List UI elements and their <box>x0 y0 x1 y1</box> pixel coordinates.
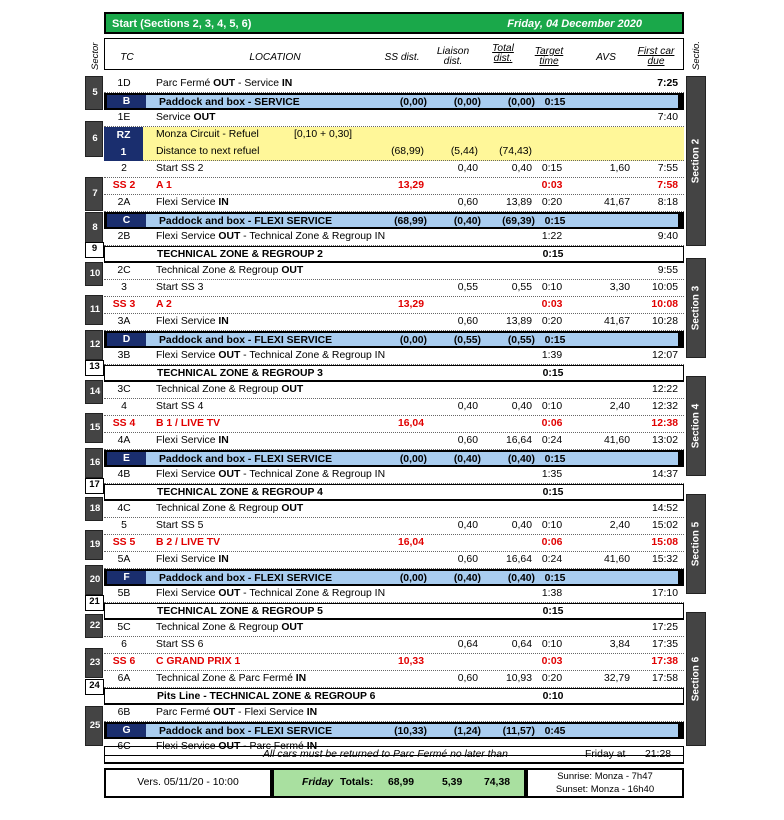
table-row <box>104 280 684 297</box>
target-time-cell: 0:15 <box>542 249 564 260</box>
target-time-cell: 0:24 <box>541 435 563 446</box>
liaison-cell: (0,40) <box>453 216 481 227</box>
col-liaison: Liaison dist. <box>436 46 470 67</box>
stage-row <box>104 535 684 552</box>
total-cell: 0,40 <box>511 520 532 531</box>
target-time-cell: 1:35 <box>541 469 563 480</box>
tc-cell: 3 <box>121 282 127 293</box>
avs-cell: 3,84 <box>609 639 630 650</box>
sector-number: 23 <box>89 657 101 668</box>
table-row <box>104 433 684 450</box>
tc-cell: 2C <box>117 265 131 276</box>
target-time-cell: 0:15 <box>544 335 566 346</box>
target-time-cell: 0:15 <box>544 454 566 465</box>
location-cell: Paddock and box - SERVICE <box>159 97 300 108</box>
sector-label: Sector <box>90 42 101 70</box>
table-row <box>104 586 684 603</box>
sector-number: 14 <box>89 386 101 397</box>
first-car-cell: 9:40 <box>657 231 678 242</box>
section-label: Sectio. <box>691 40 702 70</box>
sunset-text: Sunset: Monza - 16h40 <box>555 784 655 795</box>
header-bar <box>104 12 684 34</box>
location-cell: Paddock and box - FLEXI SERVICE <box>159 726 333 737</box>
location-cell: Distance to next refuel <box>156 146 260 157</box>
refuel-extra: [0,10 + 0,30] <box>294 129 353 140</box>
location-cell: Flexi Service IN <box>156 554 229 565</box>
tc-cell: 6 <box>121 639 127 650</box>
table-row <box>104 382 684 399</box>
total-cell: (0,40) <box>507 573 535 584</box>
table-row <box>104 263 684 280</box>
total-cell: (11,57) <box>502 726 535 737</box>
col-tc: TC <box>120 52 134 63</box>
location-cell: Flexi Service OUT - Technical Zone & Regroup IN <box>156 350 386 361</box>
target-time-cell: 0:15 <box>544 216 566 227</box>
target-time-cell: 0:15 <box>542 368 564 379</box>
first-car-cell: 17:58 <box>651 673 678 684</box>
target-time-cell: 0:03 <box>541 299 563 310</box>
table-row <box>104 195 684 212</box>
sector-number: 8 <box>92 222 98 233</box>
first-car-cell: 9:55 <box>657 265 678 276</box>
target-time-cell: 0:24 <box>541 554 563 565</box>
first-car-cell: 15:02 <box>651 520 678 531</box>
service-row <box>104 569 684 586</box>
total-cell: 16,64 <box>505 554 532 565</box>
tc-cell: 2A <box>117 197 131 208</box>
location-cell: Start SS 2 <box>156 163 204 174</box>
first-car-cell: 17:10 <box>651 588 678 599</box>
location-cell: Technical Zone & Regroup OUT <box>156 622 304 633</box>
location-cell: B 1 / LIVE TV <box>156 418 221 429</box>
target-time-cell: 0:06 <box>541 418 563 429</box>
location-cell: TECHNICAL ZONE & REGROUP 2 <box>157 249 323 260</box>
total-cell: 16,64 <box>505 435 532 446</box>
liaison-cell: 0,40 <box>457 163 478 174</box>
liaison-cell: 0,60 <box>457 316 478 327</box>
first-car-cell: 15:32 <box>651 554 678 565</box>
table-row <box>104 399 684 416</box>
avs-cell: 32,79 <box>603 673 630 684</box>
regroup-row <box>104 365 684 382</box>
section-name: Section 2 <box>690 138 702 184</box>
liaison-cell: 0,55 <box>457 282 478 293</box>
regroup-row <box>104 688 684 705</box>
ss-dist-cell: (0,00) <box>399 97 427 108</box>
first-car-cell: 12:22 <box>651 384 678 395</box>
totals-label: Totals: <box>340 777 374 788</box>
target-time-cell: 0:03 <box>541 656 563 667</box>
return-note-time: 21:28 <box>645 749 672 760</box>
section-block <box>686 76 706 246</box>
table-row <box>104 620 684 637</box>
tc-cell: 4A <box>117 435 131 446</box>
version-box <box>104 768 272 798</box>
target-time-cell: 0:10 <box>541 282 563 293</box>
first-car-cell: 12:32 <box>651 401 678 412</box>
liaison-cell: 0,60 <box>457 673 478 684</box>
regroup-row <box>104 484 684 501</box>
location-cell: Technical Zone & Regroup OUT <box>156 265 304 276</box>
first-car-cell: 13:02 <box>651 435 678 446</box>
sector-number: 10 <box>89 268 101 279</box>
avs-cell: 41,60 <box>603 554 630 565</box>
totals-ss: 68,99 <box>388 777 415 788</box>
location-cell: Start SS 4 <box>156 401 204 412</box>
table-row <box>104 229 684 246</box>
table-row <box>104 161 684 178</box>
target-time-cell: 1:38 <box>541 588 563 599</box>
target-time-cell: 0:20 <box>541 316 563 327</box>
location-cell: Flexi Service OUT - Technical Zone & Regroup IN <box>156 588 386 599</box>
liaison-cell: (0,00) <box>453 97 481 108</box>
first-car-cell: 14:52 <box>651 503 678 514</box>
target-time-cell: 0:10 <box>541 401 563 412</box>
section-block <box>686 494 706 594</box>
target-time-cell: 1:22 <box>541 231 563 242</box>
ss-dist-cell: (0,00) <box>399 454 427 465</box>
sector-number: 24 <box>85 679 104 695</box>
first-car-cell: 12:07 <box>651 350 678 361</box>
avs-cell: 41,67 <box>603 197 630 208</box>
ss-dist-cell: (0,00) <box>399 573 427 584</box>
table-row <box>104 705 684 722</box>
sector-number: 5 <box>92 87 98 98</box>
tc-cell: C <box>107 214 146 227</box>
ss-dist-cell: 16,04 <box>397 418 424 429</box>
sector-number: 17 <box>85 478 104 494</box>
col-location: LOCATION <box>249 52 301 63</box>
section-block <box>686 258 706 358</box>
tc-cell: 2B <box>117 231 131 242</box>
first-car-cell: 12:38 <box>651 418 678 429</box>
sector-number: 20 <box>89 574 101 585</box>
location-cell: Flexi Service OUT - Parc Fermé IN <box>156 741 318 752</box>
sector-number: 22 <box>89 620 101 631</box>
sunrise-text: Sunrise: Monza - 7h47 <box>557 771 653 782</box>
target-time-cell: 0:45 <box>544 726 566 737</box>
stage-row <box>104 297 684 314</box>
tc-cell: 5 <box>121 520 127 531</box>
avs-cell: 41,60 <box>603 435 630 446</box>
liaison-cell: (0,55) <box>453 335 481 346</box>
location-cell: Flexi Service IN <box>156 197 229 208</box>
first-car-cell: 7:40 <box>657 112 678 123</box>
tc-cell: 3B <box>117 350 131 361</box>
ss-dist-cell: (10,33) <box>394 726 427 737</box>
location-cell: Monza Circuit - Refuel <box>156 129 259 140</box>
first-car-cell: 10:05 <box>651 282 678 293</box>
service-row <box>104 722 684 739</box>
avs-cell: 3,30 <box>609 282 630 293</box>
sector-number: 25 <box>89 720 101 731</box>
table-row <box>104 110 684 127</box>
first-car-cell: 7:58 <box>657 180 678 191</box>
ss-dist-cell: (68,99) <box>394 216 427 227</box>
totals-box <box>272 768 526 798</box>
col-target: Target time <box>534 46 564 67</box>
location-cell: Parc Fermé OUT - Flexi Service IN <box>156 707 318 718</box>
totals-day: Friday <box>302 777 334 788</box>
section-name: Section 4 <box>690 403 702 449</box>
location-cell: Paddock and box - FLEXI SERVICE <box>159 573 333 584</box>
location-cell: TECHNICAL ZONE & REGROUP 4 <box>157 487 323 498</box>
liaison-cell: 0,64 <box>457 639 478 650</box>
section-name: Section 6 <box>690 656 702 702</box>
first-car-cell: 7:55 <box>657 163 678 174</box>
tc-cell: B <box>107 95 146 108</box>
first-car-cell: 7:25 <box>657 78 678 89</box>
avs-cell: 2,40 <box>609 520 630 531</box>
location-cell: Flexi Service IN <box>156 316 229 327</box>
tc-cell: SS 5 <box>112 537 136 548</box>
liaison-cell: 0,60 <box>457 554 478 565</box>
section-name: Section 3 <box>690 285 702 331</box>
first-car-cell: 14:37 <box>651 469 678 480</box>
tc-cell: 2 <box>121 163 127 174</box>
total-cell: (0,55) <box>507 335 535 346</box>
location-cell: Flexi Service OUT - Technical Zone & Regroup IN <box>156 231 386 242</box>
tc-cell: SS 4 <box>112 418 136 429</box>
tc-cell: 6B <box>117 707 131 718</box>
tc-cell: 5C <box>117 622 131 633</box>
total-cell: 13,89 <box>505 316 532 327</box>
first-car-cell: 17:25 <box>651 622 678 633</box>
location-cell: Flexi Service OUT - Technical Zone & Regroup IN <box>156 469 386 480</box>
first-car-cell: 15:08 <box>651 537 678 548</box>
total-cell: (74,43) <box>499 146 532 157</box>
totals-total: 74,38 <box>484 777 511 788</box>
liaison-cell: (0,40) <box>453 573 481 584</box>
location-cell: A 1 <box>156 180 172 191</box>
tc-cell: F <box>107 571 146 584</box>
tc-cell: 6C <box>117 741 131 752</box>
col-avs: AVS <box>596 52 616 63</box>
table-row <box>104 314 684 331</box>
tc-cell: 3C <box>117 384 131 395</box>
liaison-cell: (0,40) <box>453 454 481 465</box>
first-car-cell: 8:18 <box>657 197 678 208</box>
target-time-cell: 0:10 <box>542 691 564 702</box>
location-cell: C GRAND PRIX 1 <box>156 656 241 667</box>
target-time-cell: 0:15 <box>544 97 566 108</box>
table-row <box>104 637 684 654</box>
tc-cell: 5B <box>117 588 131 599</box>
stage-row <box>104 178 684 195</box>
ss-dist-cell: 10,33 <box>397 656 424 667</box>
location-cell: Paddock and box - FLEXI SERVICE <box>159 216 333 227</box>
regroup-row <box>104 603 684 620</box>
sector-number: 21 <box>85 595 104 611</box>
total-cell: 13,89 <box>505 197 532 208</box>
ss-dist-cell: (68,99) <box>391 146 424 157</box>
location-cell: Paddock and box - FLEXI SERVICE <box>159 454 333 465</box>
total-cell: (69,39) <box>502 216 535 227</box>
target-time-cell: 0:10 <box>541 639 563 650</box>
table-row <box>104 501 684 518</box>
target-time-cell: 0:10 <box>541 520 563 531</box>
location-cell: B 2 / LIVE TV <box>156 537 221 548</box>
version-text: Vers. 05/11/20 - 10:00 <box>137 777 239 788</box>
tc-cell: 1 <box>104 144 143 161</box>
tc-cell: SS 3 <box>112 299 136 310</box>
tc-cell: 5A <box>117 554 131 565</box>
sector-number: 13 <box>85 360 104 376</box>
sector-number: 9 <box>85 242 104 258</box>
service-row <box>104 93 684 110</box>
table-row <box>104 552 684 569</box>
return-note <box>104 746 684 764</box>
total-cell: (0,00) <box>507 97 535 108</box>
tc-cell: 4C <box>117 503 131 514</box>
avs-cell: 2,40 <box>609 401 630 412</box>
liaison-cell: 0,40 <box>457 401 478 412</box>
section-name: Section 5 <box>690 521 702 567</box>
ss-dist-cell: 13,29 <box>397 180 424 191</box>
stage-row <box>104 654 684 671</box>
tc-cell: 1E <box>117 112 131 123</box>
target-time-cell: 0:15 <box>541 163 563 174</box>
location-cell: TECHNICAL ZONE & REGROUP 3 <box>157 368 323 379</box>
liaison-cell: 0,60 <box>457 197 478 208</box>
section-block <box>686 612 706 746</box>
liaison-cell: (1,24) <box>453 726 481 737</box>
tc-cell: SS 2 <box>112 180 136 191</box>
total-cell: 0,40 <box>511 163 532 174</box>
liaison-cell: (5,44) <box>450 146 478 157</box>
tc-cell: RZ <box>104 127 143 144</box>
avs-cell: 41,67 <box>603 316 630 327</box>
location-cell: Start SS 3 <box>156 282 204 293</box>
return-note-text: All cars must be returned to Parc Fermé no later than <box>263 749 508 760</box>
tc-cell: G <box>107 724 146 737</box>
ss-dist-cell: (0,00) <box>399 335 427 346</box>
location-cell: Service OUT <box>156 112 216 123</box>
location-cell: A 2 <box>156 299 172 310</box>
location-cell: Start SS 6 <box>156 639 204 650</box>
table-row <box>104 671 684 688</box>
first-car-cell: 10:08 <box>651 299 678 310</box>
sector-number: 19 <box>89 539 101 550</box>
location-cell: Technical Zone & Regroup OUT <box>156 503 304 514</box>
header-date: Friday, 04 December 2020 <box>507 18 642 30</box>
tc-cell: 3A <box>117 316 131 327</box>
totals-liaison: 5,39 <box>442 777 463 788</box>
sector-number: 15 <box>89 422 101 433</box>
total-cell: 0,40 <box>511 401 532 412</box>
sector-number: 12 <box>89 339 101 350</box>
tc-cell: 4B <box>117 469 131 480</box>
return-note-day: Friday at <box>585 749 626 760</box>
table-row <box>104 518 684 535</box>
service-row <box>104 450 684 467</box>
total-cell: (0,40) <box>507 454 535 465</box>
target-time-cell: 0:06 <box>541 537 563 548</box>
target-time-cell: 0:03 <box>541 180 563 191</box>
col-ss: SS dist. <box>384 52 420 63</box>
regroup-row <box>104 246 684 263</box>
service-row <box>104 212 684 229</box>
target-time-cell: 0:15 <box>542 606 564 617</box>
first-car-cell: 17:38 <box>651 656 678 667</box>
first-car-cell: 10:28 <box>651 316 678 327</box>
target-time-cell: 0:15 <box>544 573 566 584</box>
tc-cell: 1D <box>117 78 131 89</box>
service-row <box>104 331 684 348</box>
target-time-cell: 0:15 <box>542 487 564 498</box>
liaison-cell: 0,60 <box>457 435 478 446</box>
location-cell: Start SS 5 <box>156 520 204 531</box>
location-cell: Flexi Service IN <box>156 435 229 446</box>
target-time-cell: 1:39 <box>541 350 563 361</box>
location-cell: TECHNICAL ZONE & REGROUP 5 <box>157 606 323 617</box>
tc-cell: SS 6 <box>112 656 136 667</box>
location-cell: Technical Zone & Parc Fermé IN <box>156 673 307 684</box>
column-header <box>104 38 684 70</box>
total-cell: 10,93 <box>505 673 532 684</box>
header-title: Start (Sections 2, 3, 4, 5, 6) <box>112 18 252 30</box>
sector-number: 18 <box>89 503 101 514</box>
table-row <box>104 127 684 144</box>
sector-number: 11 <box>89 304 101 315</box>
section-block <box>686 376 706 476</box>
location-cell: Paddock and box - FLEXI SERVICE <box>159 335 333 346</box>
stage-row <box>104 416 684 433</box>
table-row <box>104 76 684 93</box>
tc-cell: 4 <box>121 401 127 412</box>
location-cell: Parc Fermé OUT - Service IN <box>156 78 293 89</box>
location-cell: Technical Zone & Regroup OUT <box>156 384 304 395</box>
table-row <box>104 467 684 484</box>
target-time-cell: 0:20 <box>541 673 563 684</box>
target-time-cell: 0:20 <box>541 197 563 208</box>
first-car-cell: 17:35 <box>651 639 678 650</box>
total-cell: 0,55 <box>511 282 532 293</box>
sector-number: 16 <box>89 457 101 468</box>
tc-cell: E <box>107 452 146 465</box>
tc-cell: 6A <box>117 673 131 684</box>
location-cell: Pits Line - TECHNICAL ZONE & REGROUP 6 <box>157 691 376 702</box>
sector-number: 7 <box>92 188 98 199</box>
col-first: First car due <box>637 46 675 67</box>
table-row <box>104 348 684 365</box>
avs-cell: 1,60 <box>609 163 630 174</box>
ss-dist-cell: 13,29 <box>397 299 424 310</box>
sun-box <box>526 768 684 798</box>
sector-number: 6 <box>92 133 98 144</box>
ss-dist-cell: 16,04 <box>397 537 424 548</box>
total-cell: 0,64 <box>511 639 532 650</box>
table-row <box>104 144 684 161</box>
liaison-cell: 0,40 <box>457 520 478 531</box>
tc-cell: D <box>107 333 146 346</box>
col-total: Total dist. <box>492 43 514 64</box>
